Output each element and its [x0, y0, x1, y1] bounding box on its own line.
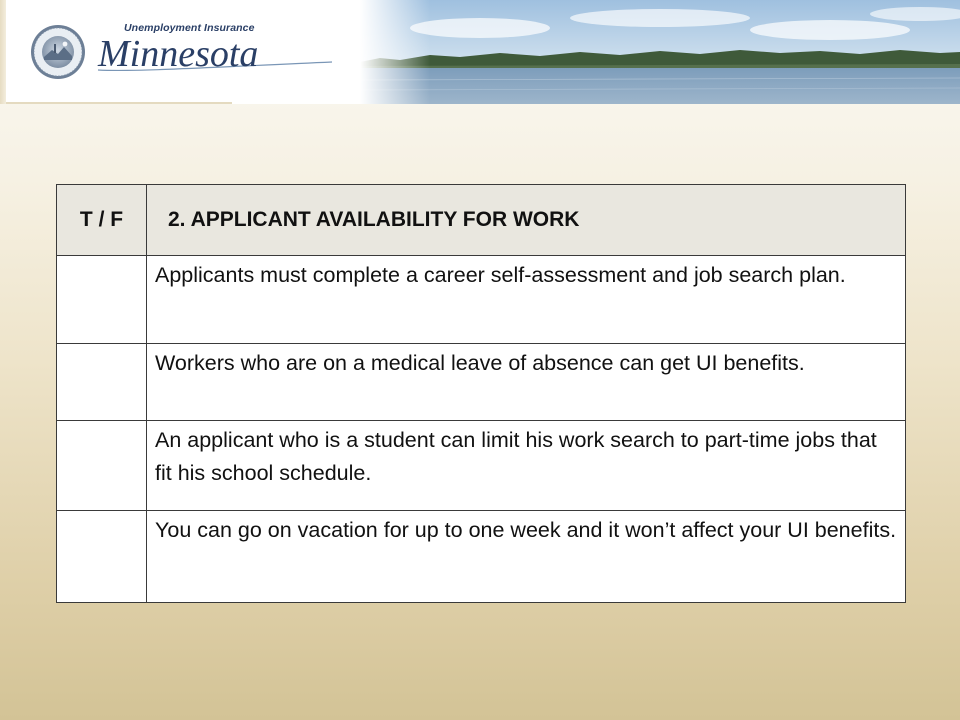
table-row [57, 421, 906, 511]
statement-cell: You can go on vacation for up to one week and it won’t affect your UI benefits. [147, 511, 906, 603]
page-header [0, 0, 960, 104]
answer-cell[interactable] [57, 511, 147, 603]
section-title-header: 2. APPLICANT AVAILABILITY FOR WORK [147, 185, 906, 256]
state-wordmark [96, 26, 336, 76]
answer-cell[interactable] [57, 421, 147, 511]
answer-cell[interactable] [57, 344, 147, 421]
agency-label: Unemployment Insurance [124, 22, 255, 34]
tf-column-header: T / F [57, 185, 147, 256]
table-row [57, 511, 906, 603]
table-header-row [57, 185, 906, 256]
statement-cell: An applicant who is a student can limit his work search to part-time jobs that fit his school schedule. [147, 421, 906, 511]
answer-cell[interactable] [57, 256, 147, 344]
true-false-quiz-table [56, 184, 906, 603]
state-seal-icon [30, 24, 86, 80]
header-divider [6, 102, 232, 104]
table-row [57, 256, 906, 344]
statement-cell: Applicants must complete a career self-assessment and job search plan. [147, 256, 906, 344]
lake-scenery-image [360, 0, 960, 104]
table-row [57, 344, 906, 421]
quiz-table-container [56, 184, 906, 603]
statement-cell: Workers who are on a medical leave of absence can get UI benefits. [147, 344, 906, 421]
header-edge [0, 0, 6, 104]
state-name: Minnesota [98, 33, 259, 75]
